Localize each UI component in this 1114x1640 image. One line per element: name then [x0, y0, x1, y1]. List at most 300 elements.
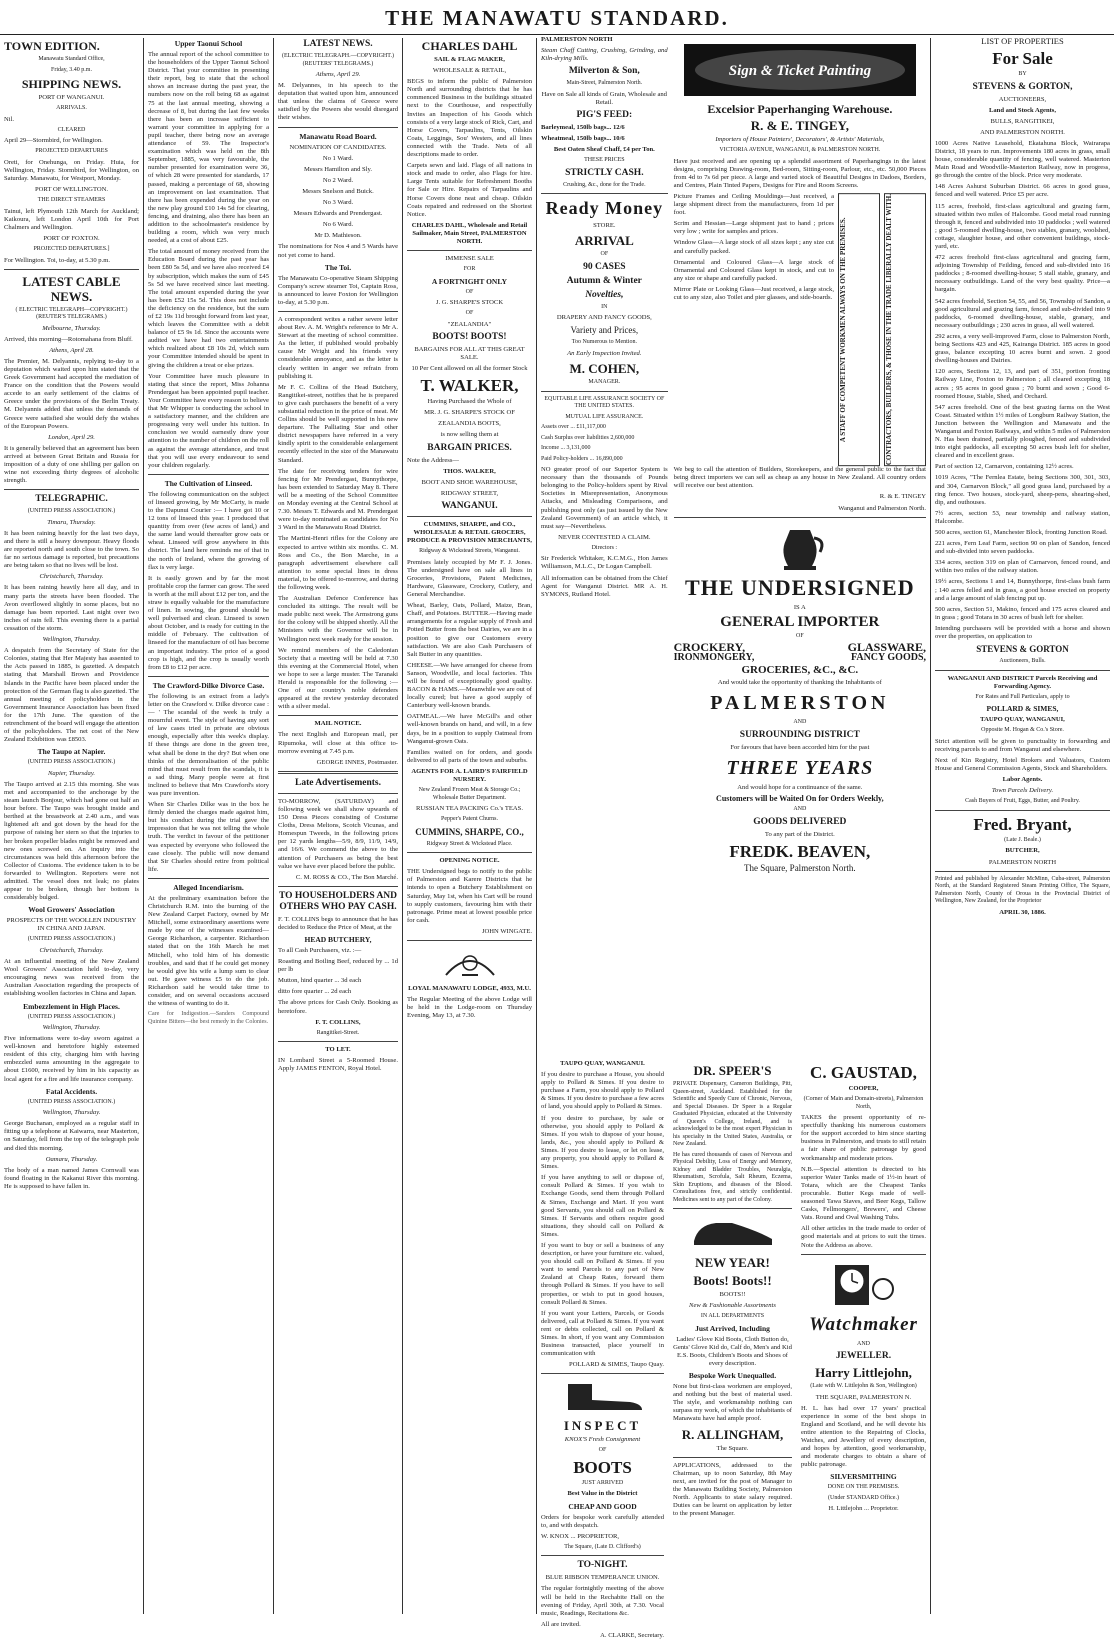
cummins2: CUMMINS, SHARPE, CO.,: [415, 826, 524, 837]
manager: MANAGER.: [588, 379, 621, 386]
agency: Pepper's Patent Churns.: [441, 816, 498, 823]
ad-text: OATMEAL.—We have McGill's and other well-known brands on hand, and will, in a few days, be in a position to supply Oatmeal from Wanganui-grown Oats.: [407, 713, 532, 745]
tingey-name: R. & E. TINGEY,: [750, 118, 849, 133]
undersigned: THE UNDERSIGNED: [685, 574, 915, 600]
by-label: BY: [1018, 71, 1027, 77]
and-label: AND: [793, 806, 807, 813]
banner-text: Sign & Ticket Painting: [728, 63, 872, 79]
ad-text: Next of Kin Registry, Hotel Brokers and Valuators, Custom House and General Commission Agents, Stock and Shareholders.: [935, 757, 1110, 773]
boots: BOOTS: [573, 1457, 632, 1477]
ad-text: He has cured thousands of cases of Nervous and Physical Debility, Loss of Energy and Memory, Kidney and Bladder Troubles, Neuralgia, Rheumatism, Scrofula, Salt Rheum, Eczema, Skin Eruptions, and diseases of the Blood. Consultations free, and strictly confidential. Medicines sent to any part of the Colony.: [673, 1151, 792, 1203]
dateline: Christchurch, Thursday.: [39, 946, 104, 954]
is-a: IS A: [793, 603, 806, 611]
of-label: OF: [465, 288, 474, 295]
signature: A. CLARKE, Secretary.: [600, 1631, 664, 1639]
silversmithing: SILVERSMITHING: [830, 1472, 897, 1482]
parcels-heading: WANGANUI AND DISTRICT Parcels Receiving and Forwarding Agency.: [947, 674, 1098, 690]
excelsior: Excelsior Paperhanging Warehouse.: [707, 102, 893, 116]
press-line: (UNITED PRESS ASSOCIATION.): [27, 1098, 116, 1105]
press-line: (UNITED PRESS ASSOCIATION.): [27, 508, 116, 515]
ad-text: Ornamental and Coloured Glass—A large stock of Ornamental and Coloured Glass kept in stock, and cut to any size or shape and carefully packed.: [673, 258, 834, 282]
groceries: GROCERIES, &C., &C.: [741, 664, 859, 677]
walker-name: T. WALKER,: [420, 376, 519, 396]
signature: C. M. ROSS & CO., The Bon Marché.: [295, 873, 398, 881]
bargains: BARGAINS FOR ALL AT THIS GREAT SALE.: [414, 345, 525, 361]
imprint: Printed and published by Alexander McMinn, Cuba-street, Palmerston North, at the Standard Registered Steam Printing Office, The Square, Palmerston North, County of Oroua in the Provincial District of Wellington, New Zealand, for the Proprietor: [935, 875, 1110, 905]
article-text: The Martini-Henri rifles for the Colony are expected to arrive within six months. C. M. Ross and Co., the Bon Marche, in a paragraph advertisement elsewhere call attention to some special lines in dress material, to be offered to-morrow, and during the following week.: [278, 535, 398, 591]
figure: Income ... 3,131,000: [541, 445, 591, 452]
late-ads-heading: Late Advertisements.: [294, 777, 381, 788]
divider: [541, 1555, 664, 1556]
crawford-heading: The Crawford-Dilke Divorce Case.: [152, 680, 265, 690]
done: DONE ON THE PREMISES.: [827, 1484, 900, 1491]
ward-label: No 6 Ward.: [322, 221, 354, 229]
address: THE SQUARE, PALMERSTON N.: [815, 1393, 912, 1401]
column-2: [144, 36, 273, 1616]
pollard-simes: POLLARD & SIMES,: [986, 704, 1059, 714]
ad-text: TO-MORROW, (SATURDAY) and following week we shall show upwards of 150 Dress Pieces consisting of Costume Cloths, Dress Meltons, Scotch Vicunas, and Homespun Tweeds, in the following prices per 12 yards lengths—5/9, 8/9, 11/9, 14/9, and 16/6. We commend the above to the attention of Purchasers as being the best value we have ever placed before the public.: [278, 797, 398, 870]
purchased: Having Purchased the Whole of: [427, 398, 512, 406]
property-item: 115 acres, freehold, first-class agricultural and grazing farm, situated within two miles of Halcombe. Good metal road running through it, fenced and subdivided into 10 paddocks ; well watered ; good 5-roomed dwelling-house, two stables, granary, woolshed, cottage, slaughter house, and other convenient buildings, stock-yard, etc.: [935, 202, 1110, 250]
ad-text: BEGS to inform the public of Palmerston North and surrounding districts that he has commenced Business in the buildings situated next to the Courthouse, and respectfully Invites an Inspection of his Goods which consists of a very large stock of Rick, Cart, and Horse Covers, Tarpaulins, Tents, Oilskin Coats, Leggings, Sou' Westers, and all lines connected with the Trade. Nets of all descriptions made to order.: [407, 78, 532, 159]
and-label: AND: [793, 719, 807, 726]
dateline: Napier, Thursday.: [47, 769, 96, 777]
shoe-icon: [688, 1213, 778, 1251]
ad-text: Intending purchasers will be provided with a horse and shown over the properties, on application to: [935, 624, 1110, 641]
ad-text: Picture Frames and Ceiling Mouldings—Just received, a large shipment direct from the manufacturers, from 1d per foot.: [673, 192, 834, 217]
ad-text: Scrim and Hessian—Large shipment just to hand ; prices very low ; write for samples and prices.: [673, 220, 834, 236]
property-item: 1019 Acres, "The Fernlea Estate, being Sections 300, 301, 303, and 304, Carnarvon Block," all good grass land, purchased by a ring fence. Two houses, stock-yard, sheep-pens, shearing-shed, dip, and outhouses.: [935, 474, 1110, 506]
article-text: At the preliminary examination before the Christchurch R.M. into the burning of the New Zealand Carpet Factory, owned by Mr Mitchell, some extraordinary assertions were made by one of the witnesses examined—George Richardson, a carpenter. Richardson stated that on the 16th March he met Mitchell, who told him of his domestic troubles, and said that if he could get money he would give his wife a lump sum to clear out. He gave witness £5 to do the job. Richardson said he would take time to consider, and on several occasions accused the witness of wanting to do it.: [148, 894, 269, 1008]
stevens-gorton: STEVENS & GORTON,: [972, 81, 1073, 92]
address: (Corner of Main and Domain-streets), Palmerston North,: [803, 1096, 924, 1110]
article-text: It has been raining heavily for the last two days, and there is still a heavy downpour. Heavy floods are reported north and south close to the town. So far no serious damage is reported, but precautions are being taken so that no lives will be lost.: [4, 529, 139, 570]
fred-bryant: Fred. Bryant,: [973, 814, 1072, 834]
article-text: A despatch from the Secretary of State for the Colonies, stating that Her Majesty has assented to the Acts passed in 1885, is gazetted. A despatch stating that Marshall Brown and Providence Islands in the Pacific have been placed under the protection of the German flag is also gazetted. The annual meeting of policyholders in the Government Insurance Association has been fixed for the 17th June. The question of the retrenchment of the board will engage the attention of the policyholders. The net cost of the New Zealand Exhibition was £8503.: [4, 647, 139, 744]
ad-text: If you want your Letters, Parcels, or Goods delivered, call at Pollard & Simes. If you want rent or debts collected, call on Pollard & Simes. In short, if you want any Commission Business transacted, place yourself in communication with: [541, 1309, 664, 1358]
toi-heading: The Toi.: [324, 262, 352, 272]
palmerston-north: PALMERSTON NORTH: [988, 858, 1057, 866]
address: Ridgway Street & Wickstead Place.: [426, 840, 513, 847]
divider: [407, 516, 532, 517]
dahl-wholesale: WHOLESALE & RETAIL,: [432, 67, 507, 75]
dateline: Timaru, Thursday.: [47, 518, 96, 526]
divider: [278, 311, 398, 312]
favours: For favours that have been accorded him for the past: [730, 743, 870, 751]
drapery: DRAPERY AND FANCY GOODS,: [556, 314, 652, 322]
crushing: Crushing, &c., done for the Trade.: [563, 181, 646, 188]
wanganui: WANGANUI.: [441, 500, 498, 511]
standard-office: (Under STANDARD Office.): [828, 1494, 899, 1501]
dahl-footer: CHARLES DAHL, Wholesale and Retail Sailmaker, Main Street, PALMERSTON NORTH.: [411, 221, 528, 245]
allingham: R. ALLINGHAM,: [681, 1426, 784, 1442]
ad-text: IN Lombard Street a 5-Roomed House. Apply JAMES FENTON, Royal Hotel.: [278, 1057, 398, 1073]
ad-text: NO greater proof of our Superior System is necessary than the thousands of Pounds belonging to the Policy-holders spent by Rival Societies in Misrepresentation, Anonymous Attacks, and Misleading Comparisons, and publishing post only (as just issued by the New Zealand Government) of an article which, it must say—Nevertheless.: [541, 466, 668, 530]
beaven-name: FREDK. BEAVEN,: [729, 841, 871, 861]
divider: [673, 1208, 792, 1209]
column-5c: [797, 1060, 930, 1616]
ad-text: Wheat, Barley, Oats, Pollard, Maize, Bran, Chaff, and Potatoes. BUTTER.—Having made arrangements for a regular supply of Fresh and Potted Butter from the best Dairies, we are in a position to give our Customers every satisfaction. We are also Cash Purchasers of Salt Butter in any quantities.: [407, 602, 532, 658]
ad-text: Have on Sale all kinds of Grain, Wholesale and Retail.: [541, 90, 667, 106]
mail-heading: MAIL NOTICE.: [314, 720, 362, 728]
boots-heading: BOOTS! BOOTS!: [432, 331, 507, 342]
three-years: THREE YEARS: [726, 757, 874, 780]
telegraphic-heading: TELEGRAPHIC.: [35, 494, 108, 505]
ad-text: TAKES the present opportunity of re-spectfully thanking his numerous customers for the support accorded to him since starting business in Palmerston, and trusts to still retain a fair share of public patronage by good workmanship and moderate prices.: [801, 1114, 926, 1162]
ad-text: Families waited on for orders, and goods delivered to all parts of the town and suburbs.: [407, 748, 532, 764]
price-line: Barleymeal, 150lb bags... 12/6: [541, 123, 625, 131]
ad-text: H. L. has had over 17 years' practical experience in some of the best shops in England and Scotland, and he will devote his entire attention to the Repairing of Clocks, Watches, and Jewellery of every description, and hopes by attention, good workmanship, and moderate charges to obtain a share of public patronage.: [801, 1404, 926, 1469]
divider: [541, 1373, 664, 1374]
zealandia-boots: ZEALANDIA BOOTS,: [438, 420, 501, 428]
divider: [935, 810, 1110, 811]
ad-text: If you desire to purchase a House, you should apply to Pollard & Simes. If you desire to purchase a Farm, you should apply to Pollard & Simes. If you desire to purchase a few acres of land, you should apply to Pollard & Simes.: [541, 1071, 664, 1111]
taupo-quay: TAUPO QUAY, WANGANUI.: [560, 1060, 645, 1067]
clock-icon: [829, 1259, 899, 1309]
divider: [801, 1254, 926, 1255]
dateline: Wellington, Thursday.: [42, 636, 101, 644]
ad-text: To all Cash Purchasers, viz. :—: [278, 946, 362, 954]
property-item: 221 acres, Fern Leaf Farm, section 90 on plan of Sandon, fenced and sub-divided into seven paddocks.: [935, 540, 1110, 556]
latest-news-heading: LATEST NEWS.: [303, 39, 373, 49]
imprint-date: APRIL 30, 1886.: [999, 908, 1046, 916]
list-of: LIST OF PROPERTIES: [981, 36, 1064, 46]
for-label: FOR: [463, 266, 476, 273]
cohen: M. COHEN,: [569, 361, 640, 377]
divider: [148, 878, 269, 879]
boots3: BOOTS!!: [719, 1291, 746, 1298]
divider: [407, 852, 532, 853]
dateline: Christchurch, Thursday.: [39, 573, 104, 581]
cleared-label: CLEARED: [57, 126, 86, 133]
cleared-text: April 29—Stormbird, for Wellington.: [4, 137, 103, 145]
press-line: (UNITED PRESS ASSOCIATION.): [27, 759, 116, 766]
cable-sub: ( ELECTRIC TELEGRAPH—COPYRIGHT.) (REUTER'S TELEGRAMS.): [15, 306, 128, 321]
opening-heading: OPENING NOTICE.: [439, 857, 500, 865]
price-line: Mutton, hind quarter ... 3d each: [278, 977, 362, 985]
ad-text: Orders for bespoke work carefully attended to, and with despatch.: [541, 1513, 664, 1529]
ad-text: Sir Frederick Whitaker, K.C.M.G., Hon James Williamson, M.L.C., Dr Logan Campbell.: [541, 555, 668, 571]
divider: [407, 940, 532, 941]
edition-heading: TOWN EDITION.: [4, 39, 100, 53]
boots-boots: Boots! Boots!!: [693, 1273, 772, 1288]
column-6: [931, 36, 1114, 1616]
arrivals-label: ARRIVALS.: [56, 105, 87, 112]
ad-text: APPLICATIONS, addressed to the Chairman, up to noon Saturday, 8th May next, are invited for the post of Manager to the Manawatu Building Society, Palmerston North. Applicants to state salary required. Duties can be learnt on application by letter to the present Manager.: [673, 1461, 792, 1518]
general-importer: GENERAL IMPORTER: [720, 613, 880, 630]
article-text: The date for receiving tenders for wire fencing for Mr Prendergast, Bunnythorpe, has been extended to Saturday May 8. There will be a meeting of the School Committee on Monday evening at the Central School at 7.30. Messrs T. Edwards and M. Prendergast were to-day nominated as candidates for No 3 Ward in the Manawatu Road District.: [278, 467, 398, 532]
ad-text: The Regular Meeting of the above Lodge will be held in the Lodge-room on Thursday Evening, May 13, at 7.30.: [407, 996, 532, 1020]
ward-label: No 2 Ward.: [322, 176, 354, 184]
store: STORE.: [593, 222, 616, 230]
property-item: 500 acres, Section 51, Makino, fenced and 175 acres cleared and in grass ; good Totara in 30 acres of bush left for shelter.: [935, 605, 1110, 621]
address: Ridgway & Wickstead Streets, Wanganui.: [419, 548, 520, 555]
ad-text: If you desire to purchase, by sale or otherwise, you should apply to Pollard & Simes. If you wish to dispose of your house, lands, &c., you should apply to Pollard & Simes. If you desire to lease, or let on lease, any property, you should apply to Pollard & Simes.: [541, 1114, 664, 1171]
column-5b: [669, 1060, 796, 1616]
dateline: Athens, April 29.: [315, 71, 361, 78]
port-heading: PORT OF WANGANUI.: [38, 94, 105, 101]
property-item: Part of section 12, Carnarvon, containing 12½ acres.: [935, 463, 1074, 471]
gaustad: C. GAUSTAD,: [810, 1063, 917, 1082]
watchmaker: Watchmaker: [809, 1313, 918, 1335]
opposite: Opposite M. Hogan & Co.'s Store.: [981, 727, 1064, 734]
dateline: Wellington, Thursday.: [42, 1024, 101, 1031]
vertical-banner: A STAFF OF COMPETENT WORKMEN ALWAYS ON THE PREMISES.: [838, 193, 880, 466]
article-text: Five informations were to-day sworn against a well-known and heretofore highly esteemed resident of this city, charging him with having embezzled sums amounting in the aggregate to about £1600, received by him in his capacity as local agent for a fire and life insurance company.: [4, 1035, 139, 1083]
thanking: And would take the opportunity of thanking the Inhabitants of: [717, 679, 882, 687]
signature: F. T. COLLINS,: [315, 1018, 361, 1026]
arrivals-value: Nil.: [4, 115, 15, 123]
figure: Paid Policy-holders ... 16,890,000: [541, 455, 623, 462]
divider: [278, 771, 398, 774]
parcels-text: For Rates and Full Particulars, apply to: [975, 693, 1070, 700]
bespoke: Bespoke Work Unequalled.: [688, 1371, 777, 1381]
embezzlement-heading: Embezzlement in High Places.: [23, 1001, 120, 1011]
ad-text: Strict attention will be given to punctuality in forwarding and receiving parcels to and from Wanganui and elsewhere.: [935, 737, 1110, 753]
divider: [674, 517, 926, 518]
stevens-gorton-sign: STEVENS & GORTON: [976, 644, 1069, 655]
these-prices: THESE PRICES: [584, 157, 625, 164]
signature: GEORGE INNES, Postmaster.: [316, 758, 398, 766]
article-text: It has been raining heavily here all day, and in many parts the streets have been flooded. The Avon overflowed slightly in some places, but no damage has been reported. Last night over two inches of rain fell. This evening there is a partial cessation of the storm.: [4, 584, 139, 632]
column-4: [403, 36, 536, 1616]
address: Rangitikei-Street.: [316, 1029, 360, 1036]
sign-painting-banner-icon: [680, 40, 920, 100]
road-board-heading: Manawatu Road Board.: [299, 131, 377, 141]
article-text: The following communication on the subject of linseed growing, by Mr McCarty, is made to the Dapunui Courier :— I have got 10 or 12 tons of linseed this year. I produced that quantity from over (few acres of land,) and the same land would thereafter grow oats or wheat. Linseed will grow anywhere in this district. The land here reminds me of that in the north of Ireland, where the growing of flax is very large.: [148, 490, 269, 571]
article-text: The body of a man named James Cornwall was found floating in the Kakanui River this morning. He is supposed to have fallen in.: [4, 1166, 139, 1190]
projected2-label: PROJECTED DEPARTURES.]: [33, 246, 110, 253]
divider: [278, 715, 398, 716]
of-label: OF: [795, 632, 804, 639]
divider: [673, 1457, 792, 1458]
ad-text: CHEESE.—We have arranged for cheese from Sanson, Woodville, and local factories. This will be found of exceptionally good quality. BACON & HAMS.—Meanwhile we are out of locally cured; but have a good supply of Canterbury well-known brands.: [407, 661, 532, 710]
steam-chaff: Steam Chaff Cutting, Crushing, Grinding, and Kiln-drying Mills.: [541, 47, 668, 63]
ewer-icon: [770, 522, 830, 572]
press-line: (UNITED PRESS ASSOCIATION.): [27, 936, 116, 943]
agents: AGENTS FOR A. LAIRD'S FAIRFIELD NURSERY.: [411, 767, 528, 783]
divider: [4, 269, 139, 270]
property-item: 292 acres, a very well-improved Farm, close to Palmerston North, being Sections 423 and 425, Kairanga District. 185 acres in good grass, balance excepting 10 acres burnt and sown. 2 good dwelling-houses and Dairies.: [935, 332, 1110, 365]
early: An Early Inspection Invited.: [567, 349, 642, 357]
article-text: Mr F. C. Collins of the Head Butchery, Rangitikei-street, notifies that he is prepared to give cash purchasers the benefit of a very substantial reduction in the price of meat. Mr Collins should be well supported in his new departure. The Palliating Star and other district newspapers have referred in a very kindly spirit to the considerable enlargement recently effected in the size of the Manawatu Standard.: [278, 383, 398, 464]
divider: [148, 474, 269, 475]
property-item: 7½ acres, section 53, near township and railway station, Halcombe.: [935, 509, 1110, 525]
arrival: ARRIVAL: [574, 233, 634, 249]
directors-label: Directors :: [591, 544, 618, 551]
selling: is now selling them at: [440, 431, 499, 439]
littlejohn-note: (Late with W. Littlejohn & Son, Wellington): [810, 1383, 917, 1390]
article-text: Your Committee have much pleasure in stating that since the report, Miss Johanna Prendergast has been appointed pupil teacher. Your Committee have every reason to believe that Mr Whipper is conducting the school in a satisfactory manner, and the children are progressing very well under his tuition. In conclusion we would earnestly draw your attention to the number of children on the roll as against the average attendance, and trust that you will use every endeavour to send your children regularly.: [148, 372, 269, 469]
ad-text: All are invited.: [541, 1620, 581, 1628]
dahl-name: CHARLES DAHL: [421, 39, 518, 53]
price-line: Roasting and Boiling Beef, reduced by ... 1d per lb: [278, 958, 398, 974]
article-text: The next English and European mail, per Ripumoka, will close at this office to-morrow evening at 7.45 p.m.: [278, 731, 398, 755]
fancy-goods: FANCY GOODS,: [851, 652, 926, 664]
cheap-good: CHEAP AND GOOD: [568, 1501, 637, 1511]
ad-text: Have just received and are opening up a splendid assortment of Paperhangings in the latest designs, comprising Drawing-room, Bed-room, Sitting-room, Parlour, etc., etc. 50,000 Pieces from 4d to 7s 6d per piece. A large and varied stock of Beautiful Designs in Dadoes, Borders, and Centres, Plain Tinted Papers, Designs for Fire and Room Screens.: [673, 157, 926, 189]
prospects-heading: PROSPECTS OF THE WOOLLEN INDUSTRY IN CHINA AND JAPAN.: [6, 917, 137, 933]
incendiarism-heading: Alleged Incendiarism.: [173, 882, 244, 892]
strictly-cash: STRICTLY CASH.: [565, 167, 644, 178]
address: The Square, (Late D. Clifford's): [564, 1543, 641, 1550]
of-label: OF: [600, 251, 609, 258]
property-item: 472 acres freehold first-class agricultural and grazing farm, adjoining Township of Feilding, fenced and sub-divided into 16 paddocks ; 8-roomed dwelling-house; 5 stall stable, granary, and necessary outbuildings. Land of the very best quality. Price—a bargain.: [935, 254, 1110, 294]
dateline: Athens, April 28.: [49, 346, 94, 354]
date-line: Friday, 3.40 p.m.: [51, 66, 92, 73]
any-part: To any part of the District.: [764, 830, 835, 838]
office-line: Manawatu Standard Office,: [38, 56, 105, 62]
divider: [935, 871, 1110, 872]
divider: [278, 793, 398, 794]
ad-text: Window Glass—A large stock of all sizes kept ; any size cut and carefully packed.: [673, 239, 834, 255]
lodge-emblem-icon: [440, 945, 500, 981]
dahl-trade: SAIL & FLAG MAKER,: [434, 56, 505, 63]
ad-text: Mirror Plate or Looking Glass—Just received, a large stock, cut to any size, also Toilet and pier glasses, and side-boards.: [673, 285, 834, 301]
ad-text: F. T. COLLINS begs to announce that he has decided to Reduce the Price of Meat, at the: [278, 915, 398, 931]
ad-text: The above prices for Cash Only. Booking as heretofore.: [278, 999, 398, 1015]
milverton-name: Milverton & Son,: [568, 66, 640, 77]
price-line: ditto fore quarter ... 2d each: [278, 988, 352, 996]
ward-names: Messrs Hamilton and Sly.: [303, 165, 373, 173]
article-text: The Manawatu Co-operative Steam Shipping Company's screw steamer Toi, Captain Ross, is announced to leave Foxton for Wellington to-day, at 5.30 p.m.: [278, 274, 398, 306]
ad-text: All other articles in the trade made to order of good materials and at prices to suit the times. Note the Address as above.: [801, 1225, 926, 1249]
port-foxton: PORT OF FOXTON.: [43, 234, 100, 242]
percent: 10 Per Cent allowed on all the former Stock: [411, 365, 528, 373]
column-1: [0, 36, 143, 1616]
divider: [278, 886, 398, 887]
property-item: 1000 Acres Native Leasehold, Ekatahuna Block, Wairarapa District, 18 years to run. Improvements 180 acres in grass, small house, considerable quantity of fencing, well watered. Masterton Main Road and Woodville-Masterton Railway, now in progress, go through the centre of the block. Price very moderate.: [935, 139, 1110, 180]
property-item: 542 acres freehold, Section 54, 55, and 56, Township of Sandon, a good agricultural and grazing farm, fenced and sub-divided into 9 paddocks, 6-roomed dwelling-house, stable, granary, and necessary outbuildings ; 230 acres in grass, all well watered.: [935, 297, 1110, 329]
press-line: (UNITED PRESS ASSOCIATION.): [27, 1013, 116, 1020]
divider: [278, 1041, 398, 1042]
labor-agents: Labor Agents.: [1002, 776, 1043, 784]
signature: JOHN WINGATE.: [481, 927, 532, 935]
best-value: Best Value in the District: [567, 1490, 638, 1498]
lodge-heading: LOYAL MANAWATU LODGE, 4933, M.U.: [408, 985, 531, 993]
signature: POLLARD & SIMES, Taupo Quay.: [569, 1361, 664, 1369]
footer-note: Care for Indigestion.—Sanders Compound Quinine Bitters—the best remedy in the Colonies.: [148, 1011, 269, 1025]
divider: [407, 250, 532, 251]
variety: Variety and Prices,: [570, 325, 639, 336]
taupo-quay: TAUPO QUAY, WANGANUI,: [980, 716, 1065, 724]
town-parcels: Town Parcels Delivery.: [991, 787, 1054, 795]
for-sale: For Sale: [992, 49, 1053, 68]
boot-list: Ladies' Glove Kid Boots, Cloth Button do, Gents' Glove Kid do, Calf do, Men's and Kid E.S. Boots, Children's Boots and Shoes of every description.: [673, 1335, 792, 1367]
ironmongery: IRONMONGERY,: [673, 652, 755, 664]
immense-sale: IMMENSE SALE: [445, 255, 494, 263]
projected-text: Oreti, for Onehunga, on Friday. Huia, for Wellington, Friday. Stormbird, for Wellington, on Saturday. Manawatu, for Westport, Monday.: [4, 158, 139, 182]
zealandia: "ZEALANDIA": [447, 320, 492, 328]
beaven-address: The Square, Palmerston North.: [743, 862, 856, 873]
cooper: COOPER,: [848, 1085, 879, 1092]
article-text: It is generally believed that an agreement has been arrived at between Great Britain and Russia for imposition of a duty of one shilling per gallon on wine not exceeding thirty degrees of alcoholic strength.: [4, 444, 139, 485]
column-3: [274, 36, 402, 1616]
dateline: Melbourne, Thursday.: [42, 324, 101, 332]
ad-text: All information can be obtained from the Chief Agent for Wanganui District. MR A. H. SYMONS, Rutland Hotel.: [541, 574, 668, 598]
steamers-label: THE DIRECT STEAMERS: [37, 197, 106, 204]
ad-text: If you have anything to sell or dispose of, consult Pollard & Simes. If you wish to Exchange Goods, send them through Pollard & Simes, Exchange and Mart. If you want good Servants, you should call on Pollard & Simes. If Servants and others require good situations, they should call on Pollard & Simes.: [541, 1174, 664, 1238]
signature: R. & E. TINGEY: [879, 493, 926, 501]
ad-text: THE Undersigned begs to notify to the public of Palmerston and Karere Districts that he intends to open a Butchery Establishment on Saturday, May 1st, when his Cart will be round to supply customers, favouring him with their patronage. Prime meat at lowest possible price for cash.: [407, 868, 532, 924]
signature: W. KNOX ... PROPRIETOR,: [541, 1532, 620, 1540]
land-stock: Land and Stock Agents,: [988, 106, 1057, 114]
ward-names: Messrs Snelson and Buick.: [302, 187, 374, 195]
tonight: TO-NIGHT.: [577, 1560, 628, 1571]
projected-label: PROJECTED DEPARTURES: [35, 148, 108, 155]
article-text: When Sir Charles Dilke was in the box he firmly denied the charges made against him, but his conduct during the trial gave the impression that he was not telling the whole truth. The verdict in favour of the petitioner was expected by everyone who followed the case closely. The public will now demand that Sir Charles should retire from political life.: [148, 801, 269, 873]
mutual: MUTUAL LIFE ASSURANCE.: [565, 413, 644, 420]
autumn: Autumn & Winter: [566, 275, 642, 286]
article-text: The nominations for Nos 4 and 5 Wards have not yet come to hand.: [278, 243, 398, 259]
and-palmerston: AND PALMERSTON NORTH.: [980, 128, 1065, 136]
article-text: Arrived, this morning—Rotomahana from Bluff.: [4, 335, 133, 343]
auctioneers-bulls: Auctioneers, Bulls.: [999, 658, 1046, 665]
ward-label: No 3 Ward.: [322, 199, 354, 207]
property-item: 500 acres, section 61, Manchester Block, fronting Junction Road.: [935, 529, 1108, 536]
pigs-feed: PIG'S FEED:: [576, 109, 633, 120]
property-item: 148 Acres Ashurst Suburban District. 66 acres in good grass, fenced and well watered. Price £5 per acre.: [935, 183, 1110, 199]
palmerston-north: PALMERSTON NORTH: [541, 36, 613, 43]
taupo-heading: The Taupo at Napier.: [37, 747, 106, 757]
article-text: A correspondent writes a rather severe letter about Rev. A. M. Wright's reference to Mr A. Stewart at the meeting of school committee. As the letter, if published would probably cause Mr Wright and his friends very considerable annoyance, and as the letter is clearly written in anger we refrain from publishing it.: [278, 315, 398, 380]
foxton-text: For Wellington. Toi, to-day, at 5.30 p.m.: [4, 256, 111, 264]
price-line: Wheatmeal, 150lb bags... 10/6: [541, 135, 625, 143]
agency: New Zealand Frozen Meat & Storage Co.; Wholesale Butter Department.: [418, 787, 521, 801]
linseed-heading: The Cultivation of Linseed.: [164, 478, 253, 488]
ad-text: PRIVATE Dispensary, Cameron Buildings, Pitt, Queen-street, Auckland. Established for the Scientific and Speedy Cure of Chronic, Nervous, and Special Diseases. Dr Speer is a Regular Graduated Physician, educated at the University of Queen's College, Ireland, and is acknowledged to be the most expert Physician in his specialty in the United States, Australia, or New Zealand.: [673, 1081, 792, 1147]
ward-label: No 1 Ward.: [322, 154, 354, 162]
knox-consignment: KNOX'S Fresh Consignment: [564, 1436, 641, 1444]
property-item: 120 acres, Sections 12, 13, and part of 351, portion fronting Railway Line, Foxton to Palmerston ; all cleared excepting 18 acres ; 95 acres in good grass ; 70 burnt and sown ; Good 6-roomed House, Stable, Shed, and Orchard.: [935, 368, 1110, 400]
cash-buyers: Cash Buyers of Fruit, Eggs, Butter, and Poultry.: [965, 798, 1080, 805]
fatal-heading: Fatal Accidents.: [45, 1086, 98, 1096]
article-text: The Premier, M. Delyannis, replying to-day to a deputation which waited upon him stated that the Greek Government had accepted the mediation of France on the condition that the Powers would accede to an early settlement of the claims of Greece under the provisions of the Berlin Treaty. M. Delyannis added that unless the demands of Greece were satisfied she would defy the wishes of the European Powers.: [4, 357, 139, 430]
taonui-heading: Upper Taonui School: [174, 39, 243, 48]
new-year: NEW YEAR!: [695, 1255, 770, 1270]
bargain-prices: BARGAIN PRICES.: [427, 442, 512, 453]
dr-speer: DR. SPEER'S: [693, 1063, 772, 1078]
dateline: Oamaru, Thursday.: [45, 1155, 98, 1163]
article-text: M. Delyannes, in his speech to the deputation that waited upon him, announced that unless the claims of Greece were satisfied by the Powers she would disregard their wishes.: [278, 82, 398, 122]
and-label: AND: [857, 1340, 870, 1347]
ad-text: Carpets sewn and laid. Flags of all nations in stock and made to order, also Flags for hire. Large Tents suitable for Refreshment Booths for Sale or Hire. Repairs of Tarpaulins and Horse Covers done neat and cheap. Oilskin Coats repaired and redressed on the Shortest Notice.: [407, 162, 532, 218]
woolgrowers-heading: Wool Growers' Association: [28, 905, 115, 915]
sharpe-stock: J. G. SHARPE'S STOCK: [435, 299, 504, 307]
article-text: At an influential meeting of the New Zealand Wool Growers' Association held to-day, very encouraging news was received from the Australian Association regarding the prospects of establishing woollen factories in China and Japan.: [4, 958, 139, 998]
of-label: OF: [598, 1447, 607, 1454]
ad-text: If you want to buy or sell a business of any description, or have your furniture etc. valued, you should call on Pollard & Simes. If you want to send Parcels to any part of New Zealand at Cheap Rates, forward them through Pollard & Simes. If you have to sell properties, or wish to put in good houses, consult Pollard & Simes.: [541, 1241, 664, 1306]
property-item: 547 acres freehold. One of the best grazing farms on the West Coast. Situated within 1½ miles of Longburn Railway Station, the Junction between the Wellington and Manawatu and the Wanganui and Foxton Railways, and within 5 miles of Palmerston N. Has been drained, partially ploughed, fenced and subdivided into eight paddocks, all excepting 50 acres bush left for shelter, cleared and in excellent grass.: [935, 403, 1110, 460]
steamers-text: Tainui, left Plymouth 12th March for Auckland; Kaikoura, left London April 10th for Port Chalmers and Wellington.: [4, 207, 139, 231]
of-label: OF: [465, 310, 474, 317]
sheaf-chaff: Best Oaten Sheaf Chaff, £4 per Ton.: [553, 146, 655, 154]
ward-names: Messrs Edwards and Prendergast.: [293, 210, 383, 218]
ready-money: Ready Money: [545, 198, 664, 219]
figure: Assets over ... £11,117,000: [541, 424, 606, 431]
blue-ribbon: BLUE RIBBON TEMPERANCE UNION.: [545, 1574, 660, 1582]
masthead: THE MANAWATU STANDARD.: [0, 0, 1114, 35]
butcher: BUTCHER,: [1005, 847, 1040, 855]
signature-address: Wanganui and Palmerston North.: [838, 504, 926, 512]
in-label: IN: [601, 303, 608, 310]
divider: [541, 391, 668, 392]
property-item: 334 acres, section 319 on plan of Carnarvon, fenced round, and within two miles of the railway station.: [935, 559, 1110, 575]
article-text: The total amount of money received from the Education Board during the past year has been £80 5s 5d, and we have also received £4 by subscription, which makes the sum of £45 5s 5d we have received since last meeting. The total amount expended during the year has been £52 15s 5d. This does not include the deficiency on the residence, but the sum of £2 19s 11d brought forward from last year, which leaves the Committee with a debit balance of £5 9s 1d. Since the accounts were audited we have had two entertainments which realized about £8 10s 2d, which sum your Committee intended should be spent in giving the children a treat or else prizes.: [148, 248, 269, 369]
departments: IN ALL DEPARTMENTS: [700, 1313, 765, 1320]
column-5a: [537, 1060, 668, 1639]
late-beale: (Late J. Beale.): [1004, 836, 1041, 843]
